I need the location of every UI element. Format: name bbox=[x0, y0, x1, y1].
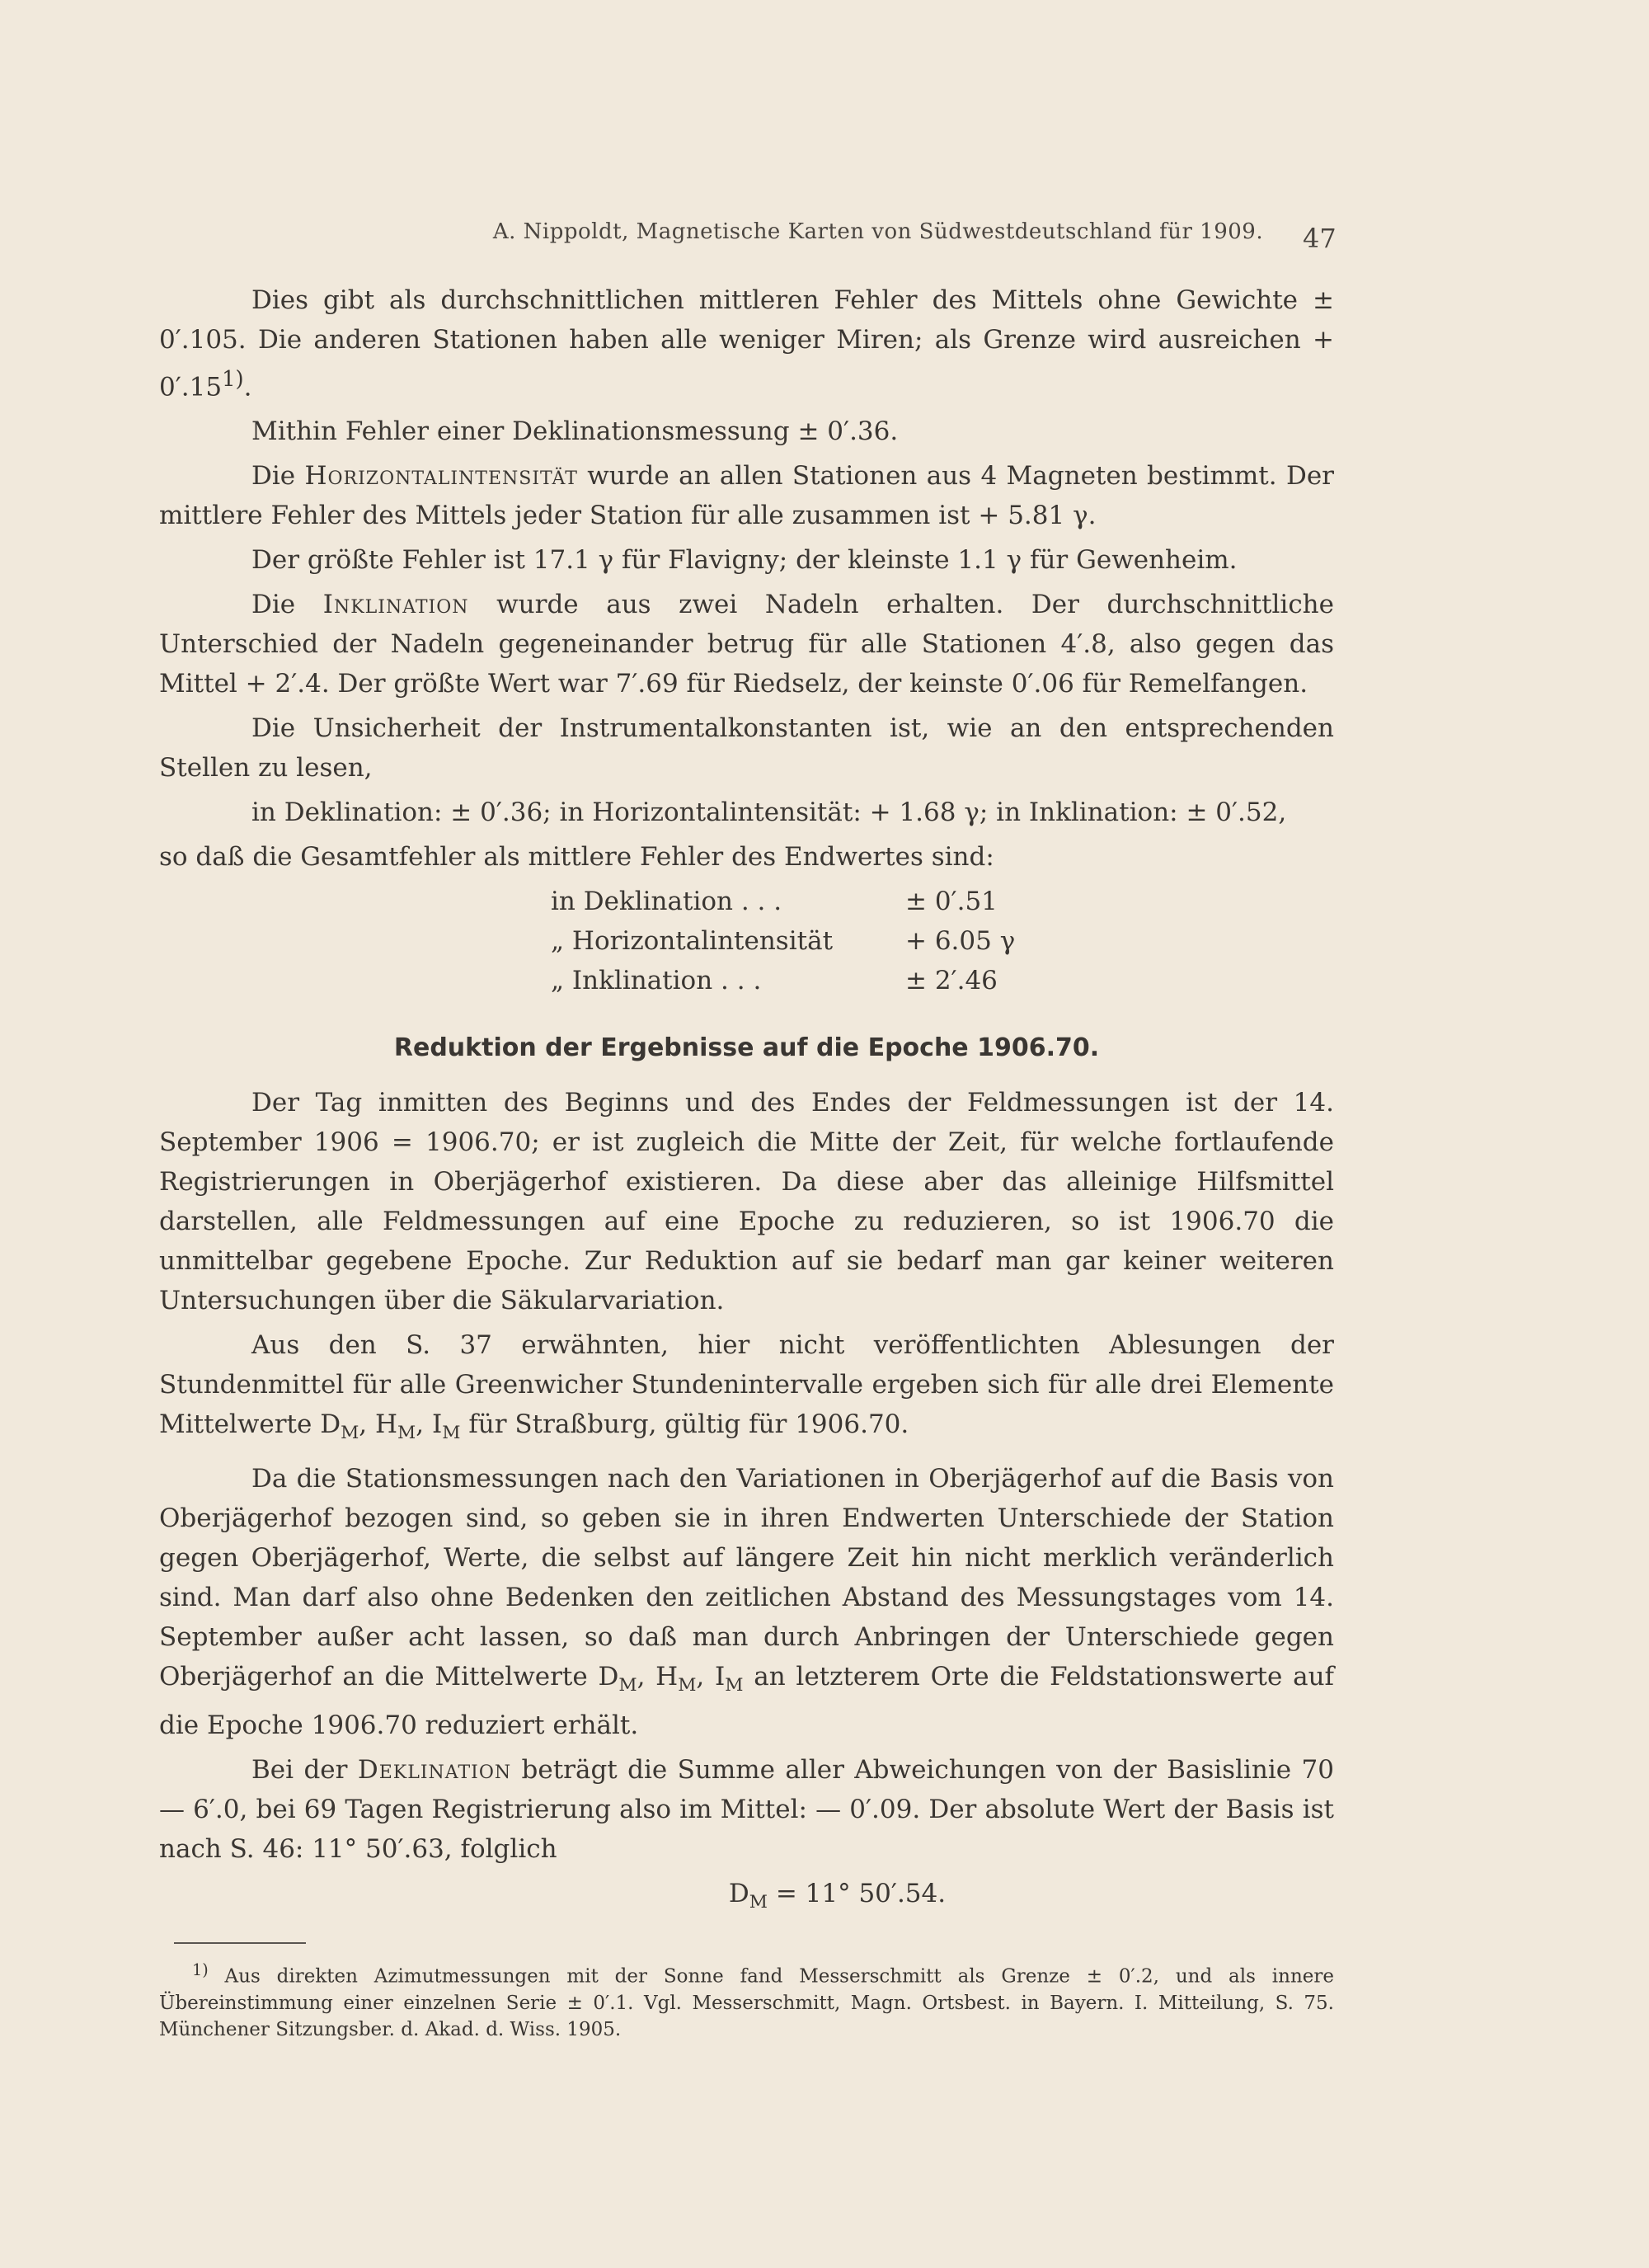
paragraph: Die Horizontalintensität wurde an allen Stationen aus 4 Magneten bestimmt. Der mittlere Fehler des Mittels jeder Station für alle zusammen ist + 5.81 γ. bbox=[159, 461, 1334, 531]
paragraph: Mithin Fehler einer Deklinationsmessung ± 0′.36. bbox=[251, 416, 899, 447]
summary-row: „ Inklination . . . ± 2′.46 bbox=[551, 966, 998, 996]
summary-row: „ Horizontalintensität + 6.05 γ bbox=[551, 926, 1016, 957]
paragraph: Der Tag inmitten des Beginns und des Endes der Feldmessungen ist der 14. September 1906 = 1906.70; er ist zugleich die Mitte der Zeit, für welche fortlaufende Registrierungen in Oberjägerhof existieren. Da diese aber das alleinige Hilfsmittel darstellen, alle Feldmessungen auf eine Epoche zu reduzieren, so ist 1906.70 die unmittelbar gegebene Epoche. Zur Reduktion auf sie bedarf man gar keiner weiteren Untersuchungen über die Säkularvariation. bbox=[159, 1088, 1334, 1316]
paragraph: Bei der Deklination beträgt die Summe aller Abweichungen von der Basislinie 70 — 6′.0, bei 69 Tagen Registrierung also im Mittel: — 0′.09. Der absolute Wert der Basis ist nach S. 46: 11° 50′.63, folglich bbox=[159, 1754, 1335, 1864]
summary-row: in Deklination . . . ± 0′.51 bbox=[551, 887, 998, 917]
body-text bbox=[159, 280, 1334, 2043]
paragraph: in Deklination: ± 0′.36; in Horizontalintensität: + 1.68 γ; in Inklination: ± 0′.52, bbox=[251, 798, 1287, 828]
paragraph: Da die Stationsmessungen nach den Variationen in Oberjägerhof auf die Basis von Oberjägerhof bezogen sind, so geben sie in ihren Endwerten Unterschiede der Station gegen Oberjägerhof, Werte, die selbst auf längere Zeit hin nicht merklich veränderlich sind. Man darf also ohne Bedenken den zeitlichen Abstand des Messungstages vom 14. September außer acht lassen, so daß man durch Anbringen der Unterschiede gegen Oberjägerhof an die Mittelwerte $D_M$, $H_M$, $I_M$ an letzterem Orte die Feldstationswerte auf die Epoche 1906.70 reduziert erhält. bbox=[159, 1463, 1335, 1740]
small-caps-term: Inklination bbox=[322, 590, 469, 620]
footnote-rule bbox=[174, 1942, 306, 1944]
page-number: 47 bbox=[1303, 223, 1337, 254]
formula: $D_M = 11^\circ$ 50′.54. bbox=[728, 1878, 947, 1913]
footnote-ref: 1) bbox=[222, 367, 244, 392]
paragraph: Dies gibt als durchschnittlichen mittleren Fehler des Mittels ohne Gewichte ± 0′.105. Die anderen Stationen haben alle weniger Miren; als Grenze wird ausreichen + $0'.15^{1)}$. bbox=[159, 285, 1334, 402]
footnote: $^{1)}$ Aus direkten Azimutmessungen mit der Sonne fand Messerschmitt als Grenze ± 0′.2, und als innere Übereinstimmung einer einzelnen Serie ± 0′.1. Vgl. Messerschmitt, Magn. Ortsbest. in Bayern. I. Mitteilung, S. 75. Münchener Sitzungsber. d. Akad. d. Wiss. 1905. bbox=[159, 1960, 1334, 2040]
small-caps-term: Horizontalintensität bbox=[304, 461, 578, 492]
paragraph: Aus den S. 37 erwähnten, hier nicht veröffentlichten Ablesungen der Stundenmittel für alle Greenwicher Stundenintervalle ergeben sich für alle drei Elemente Mittelwerte $D_M$, $H_M$, $I_M$ für Straßburg, gültig für 1906.70. bbox=[159, 1330, 1334, 1444]
running-header: A. Nippoldt, Magnetische Karten von Südwestdeutschland für 1909. bbox=[492, 219, 1264, 244]
paragraph: Der größte Fehler ist 17.1 γ für Flavigny; der kleinste 1.1 γ für Gewenheim. bbox=[251, 545, 1238, 576]
paragraph: Die Inklination wurde aus zwei Nadeln erhalten. Der durchschnittliche Unterschied der Nadeln gegeneinander betrug für alle Stationen 4′.8, also gegen das Mittel + 2′.4. Der größte Wert war 7′.69 für Riedselz, der keinste 0′.06 für Remelfangen. bbox=[159, 590, 1334, 699]
error-summary bbox=[551, 882, 1334, 1000]
paragraph: so daß die Gesamtfehler als mittlere Fehler des Endwertes sind: bbox=[159, 842, 994, 873]
paragraph: Die Unsicherheit der Instrumentalkonstanten ist, wie an den entsprechenden Stellen zu lesen, bbox=[159, 713, 1334, 783]
section-heading: Reduktion der Ergebnisse auf die Epoche 1906.70. bbox=[393, 1033, 1100, 1063]
small-caps-term: Deklination bbox=[357, 1754, 512, 1785]
